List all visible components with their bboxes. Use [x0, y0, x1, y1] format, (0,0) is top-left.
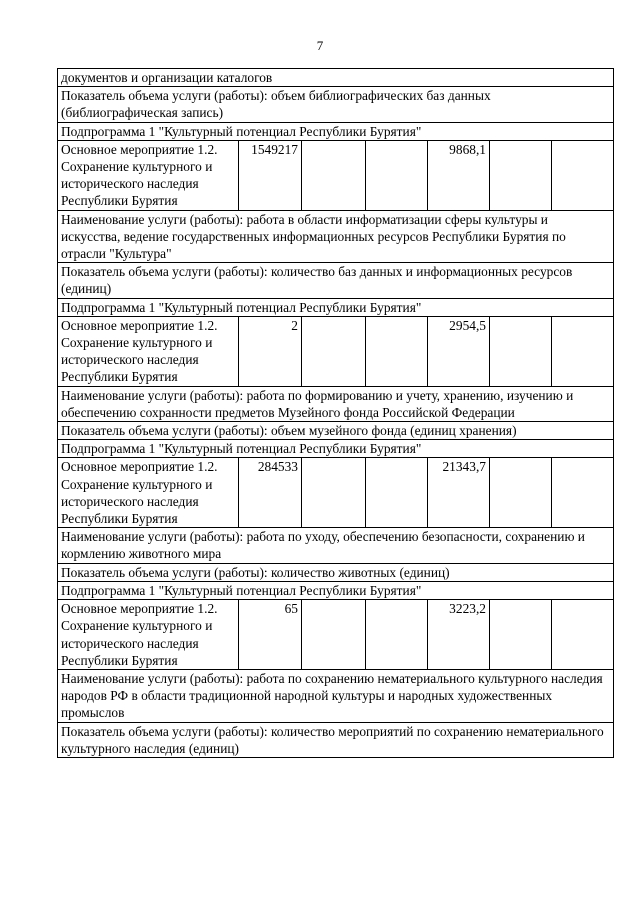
cost-value: 21343,7 — [428, 458, 490, 528]
volume-value: 284533 — [239, 458, 302, 528]
service-name: Наименование услуги (работы): работа по уходу, обеспечению безопасности, сохранению и кормлению животного мира — [58, 528, 614, 563]
empty-cell — [302, 140, 366, 210]
table-row — [58, 669, 614, 722]
subprogram-title: Подпрограмма 1 "Культурный потенциал Республики Бурятия" — [58, 298, 614, 316]
empty-cell — [366, 316, 428, 386]
table-row — [58, 316, 614, 386]
service-name: Наименование услуги (работы): работа в области информатизации сферы культуры и искусства, ведение государственных информационных ресурсов Республики Бурятия по отрасли "Культура" — [58, 210, 614, 263]
empty-cell — [490, 600, 552, 670]
volume-indicator: Показатель объема услуги (работы): количество баз данных и информационных ресурсов (единиц) — [58, 263, 614, 298]
table-row — [58, 563, 614, 581]
table-row — [58, 210, 614, 263]
empty-cell — [552, 140, 614, 210]
subprogram-title: Подпрограмма 1 "Культурный потенциал Республики Бурятия" — [58, 440, 614, 458]
activity-name: Основное мероприятие 1.2. Сохранение культурного и исторического наследия Республики Бурятия — [58, 140, 239, 210]
page-number: 7 — [316, 38, 324, 53]
table-row — [58, 386, 614, 421]
table-row — [58, 87, 614, 122]
activity-name: Основное мероприятие 1.2. Сохранение культурного и исторического наследия Республики Бурятия — [58, 600, 239, 670]
services-table — [57, 68, 614, 758]
empty-cell — [366, 458, 428, 528]
empty-cell — [490, 458, 552, 528]
table-row — [58, 528, 614, 563]
table-row — [58, 722, 614, 757]
empty-cell — [552, 316, 614, 386]
subprogram-title: Подпрограмма 1 "Культурный потенциал Республики Бурятия" — [58, 581, 614, 599]
cost-value: 2954,5 — [428, 316, 490, 386]
subprogram-title: Подпрограмма 1 "Культурный потенциал Республики Бурятия" — [58, 122, 614, 140]
empty-cell — [366, 140, 428, 210]
empty-cell — [490, 316, 552, 386]
service-name: Наименование услуги (работы): работа по сохранению нематериального культурного наследия народов РФ в области традиционной народной культуры и народных художественных промыслов — [58, 669, 614, 722]
table-row — [58, 581, 614, 599]
activity-name: Основное мероприятие 1.2. Сохранение культурного и исторического наследия Республики Бурятия — [58, 316, 239, 386]
table-row — [58, 440, 614, 458]
table-row — [58, 422, 614, 440]
volume-value: 1549217 — [239, 140, 302, 210]
table-row — [58, 600, 614, 670]
table-row — [58, 122, 614, 140]
table-row — [58, 69, 614, 87]
activity-name: Основное мероприятие 1.2. Сохранение культурного и исторического наследия Республики Бурятия — [58, 458, 239, 528]
continuation-text: документов и организации каталогов — [58, 69, 614, 87]
empty-cell — [302, 600, 366, 670]
empty-cell — [552, 458, 614, 528]
volume-indicator: Показатель объема услуги (работы): объем библиографических баз данных (библиографическая запись) — [58, 87, 614, 122]
table-row — [58, 140, 614, 210]
cost-value: 3223,2 — [428, 600, 490, 670]
volume-indicator: Показатель объема услуги (работы): количество животных (единиц) — [58, 563, 614, 581]
empty-cell — [552, 600, 614, 670]
volume-value: 2 — [239, 316, 302, 386]
empty-cell — [366, 600, 428, 670]
table-row — [58, 298, 614, 316]
empty-cell — [490, 140, 552, 210]
volume-indicator: Показатель объема услуги (работы): количество мероприятий по сохранению нематериального культурного наследия (единиц) — [58, 722, 614, 757]
volume-value: 65 — [239, 600, 302, 670]
cost-value: 9868,1 — [428, 140, 490, 210]
table-row — [58, 263, 614, 298]
empty-cell — [302, 316, 366, 386]
empty-cell — [302, 458, 366, 528]
volume-indicator: Показатель объема услуги (работы): объем музейного фонда (единиц хранения) — [58, 422, 614, 440]
table-row — [58, 458, 614, 528]
service-name: Наименование услуги (работы): работа по формированию и учету, хранению, изучению и обеспечению сохранности предметов Музейного фонда Российской Федерации — [58, 386, 614, 421]
